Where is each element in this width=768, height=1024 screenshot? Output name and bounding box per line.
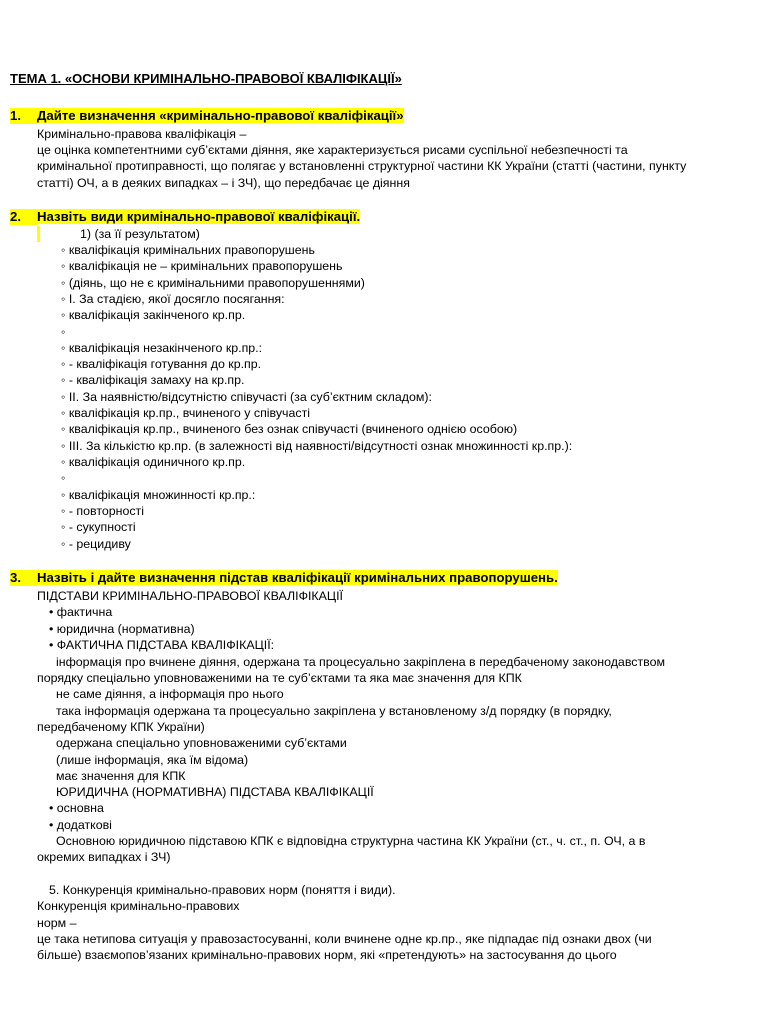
list-item: ◦ кваліфікація закінченого кр.пр. (61, 308, 246, 322)
text-line: це така нетипова ситуація у правозастосуванні, коли вчинене одне кр.пр., яке підпадає під ознаки двох (чи (37, 932, 652, 946)
document-title: ТЕМА 1. «ОСНОВИ КРИМІНАЛЬНО-ПРАВОВОЇ КВАЛІФІКАЦІЇ» (10, 71, 402, 86)
text-line: окремих випадках і ЗЧ) (37, 850, 171, 864)
list-item: ◦ - кваліфікація готування до кр.пр. (61, 357, 262, 371)
text-line: не саме діяння, а інформація про нього (56, 687, 284, 701)
list-item: ◦ - сукупності (61, 520, 136, 534)
text-line: статті) ОЧ, а в деяких випадках – і ЗЧ), що передбачає це діяння (37, 176, 410, 190)
list-item: ◦ (61, 471, 66, 485)
list-item: • фактична (49, 605, 113, 619)
text-line: така інформація одержана та процесуально закріплена у встановленому з/д порядку (в порядку, (56, 704, 612, 718)
list-item: ◦ кваліфікація кримінальних правопорушень (61, 243, 315, 257)
question-number: 1. (10, 108, 37, 124)
question-number: 2. (10, 209, 37, 225)
question-1-heading (10, 108, 404, 124)
text-line: (лише інформація, яка їм відома) (56, 753, 249, 767)
list-item: ◦ кваліфікація кр.пр., вчиненого у співучасті (61, 406, 311, 420)
question-2-heading (10, 209, 360, 225)
highlight-mark (37, 226, 40, 242)
text-line: передбаченому КПК України) (37, 720, 205, 734)
list-item: ◦ - кваліфікація замаху на кр.пр. (61, 373, 245, 387)
question-text: Дайте визначення «кримінально-правової кваліфікації» (37, 108, 404, 123)
question-3-heading (10, 570, 558, 586)
list-item: ◦ (61, 325, 66, 339)
list-item: ◦ (діянь, що не є кримінальними правопорушеннями) (61, 276, 365, 290)
list-item: • додаткові (49, 818, 112, 832)
list-item: ◦ - повторності (61, 504, 144, 518)
list-item: • основна (49, 801, 104, 815)
question-number: 3. (10, 570, 37, 586)
list-item: ◦ І. За стадією, якої досягло посягання: (61, 292, 285, 306)
text-line: ПІДСТАВИ КРИМІНАЛЬНО-ПРАВОВОЇ КВАЛІФІКАЦІЇ (37, 589, 343, 603)
text-line: норм – (37, 916, 77, 930)
text-line: кримінальної протиправності, що полягає у встановленні структурної частини КК України (статті (частини, пункту (37, 159, 687, 173)
list-item: • юридична (нормативна) (49, 622, 195, 636)
text-line: Кримінально-правова кваліфікація – (37, 127, 247, 141)
list-item: ◦ ІІІ. За кількістю кр.пр. (в залежності від наявності/відсутності ознак множинності кр.пр.): (61, 439, 573, 453)
list-item: ◦ кваліфікація незакінченого кр.пр.: (61, 341, 263, 355)
list-item: ◦ кваліфікація одиничного кр.пр. (61, 455, 246, 469)
list-item: ◦ кваліфікація не – кримінальних правопорушень (61, 259, 343, 273)
text-line: більше) взаємопов’язаних кримінально-правових норм, які «претендують» на застосування до цього (37, 948, 617, 962)
question-5-heading: 5. Конкуренція кримінально-правових норм (поняття і види). (49, 883, 396, 897)
text-line: порядку спеціально уповноваженими на те суб’єктами та яка має значення для КПК (37, 671, 522, 685)
list-item: ◦ кваліфікація кр.пр., вчиненого без ознак співучасті (вчиненого однією особою) (61, 422, 518, 436)
list-item: • ФАКТИЧНА ПІДСТАВА КВАЛІФІКАЦІЇ: (49, 638, 275, 652)
text-line: Основною юридичною підставою КПК є відповідна структурна частина КК України (ст., ч. ст., п. ОЧ, а в (56, 834, 646, 848)
list-item: ◦ кваліфікація множинності кр.пр.: (61, 488, 256, 502)
question-text: Назвіть і дайте визначення підстав кваліфікації кримінальних правопорушень. (37, 570, 558, 585)
text-line: має значення для КПК (56, 769, 186, 783)
text-line: 1) (за її результатом) (80, 227, 200, 241)
list-item: ◦ - рецидиву (61, 537, 131, 551)
text-line: інформація про вчинене діяння, одержана та процесуально закріплена в передбаченому законодавством (56, 655, 665, 669)
list-item: ◦ ІІ. За наявністю/відсутністю співучасті (за суб’єктним складом): (61, 390, 432, 404)
text-line: одержана спеціально уповноваженими суб’єктами (56, 736, 347, 750)
text-line: ЮРИДИЧНА (НОРМАТИВНА) ПІДСТАВА КВАЛІФІКАЦІЇ (56, 785, 374, 799)
text-line: Конкуренція кримінально-правових (37, 899, 240, 913)
question-text: Назвіть види кримінально-правової кваліфікації. (37, 209, 361, 224)
text-line: це оцінка компетентними суб’єктами діяння, яке характеризується рисами суспільної небезпечності та (37, 143, 628, 157)
